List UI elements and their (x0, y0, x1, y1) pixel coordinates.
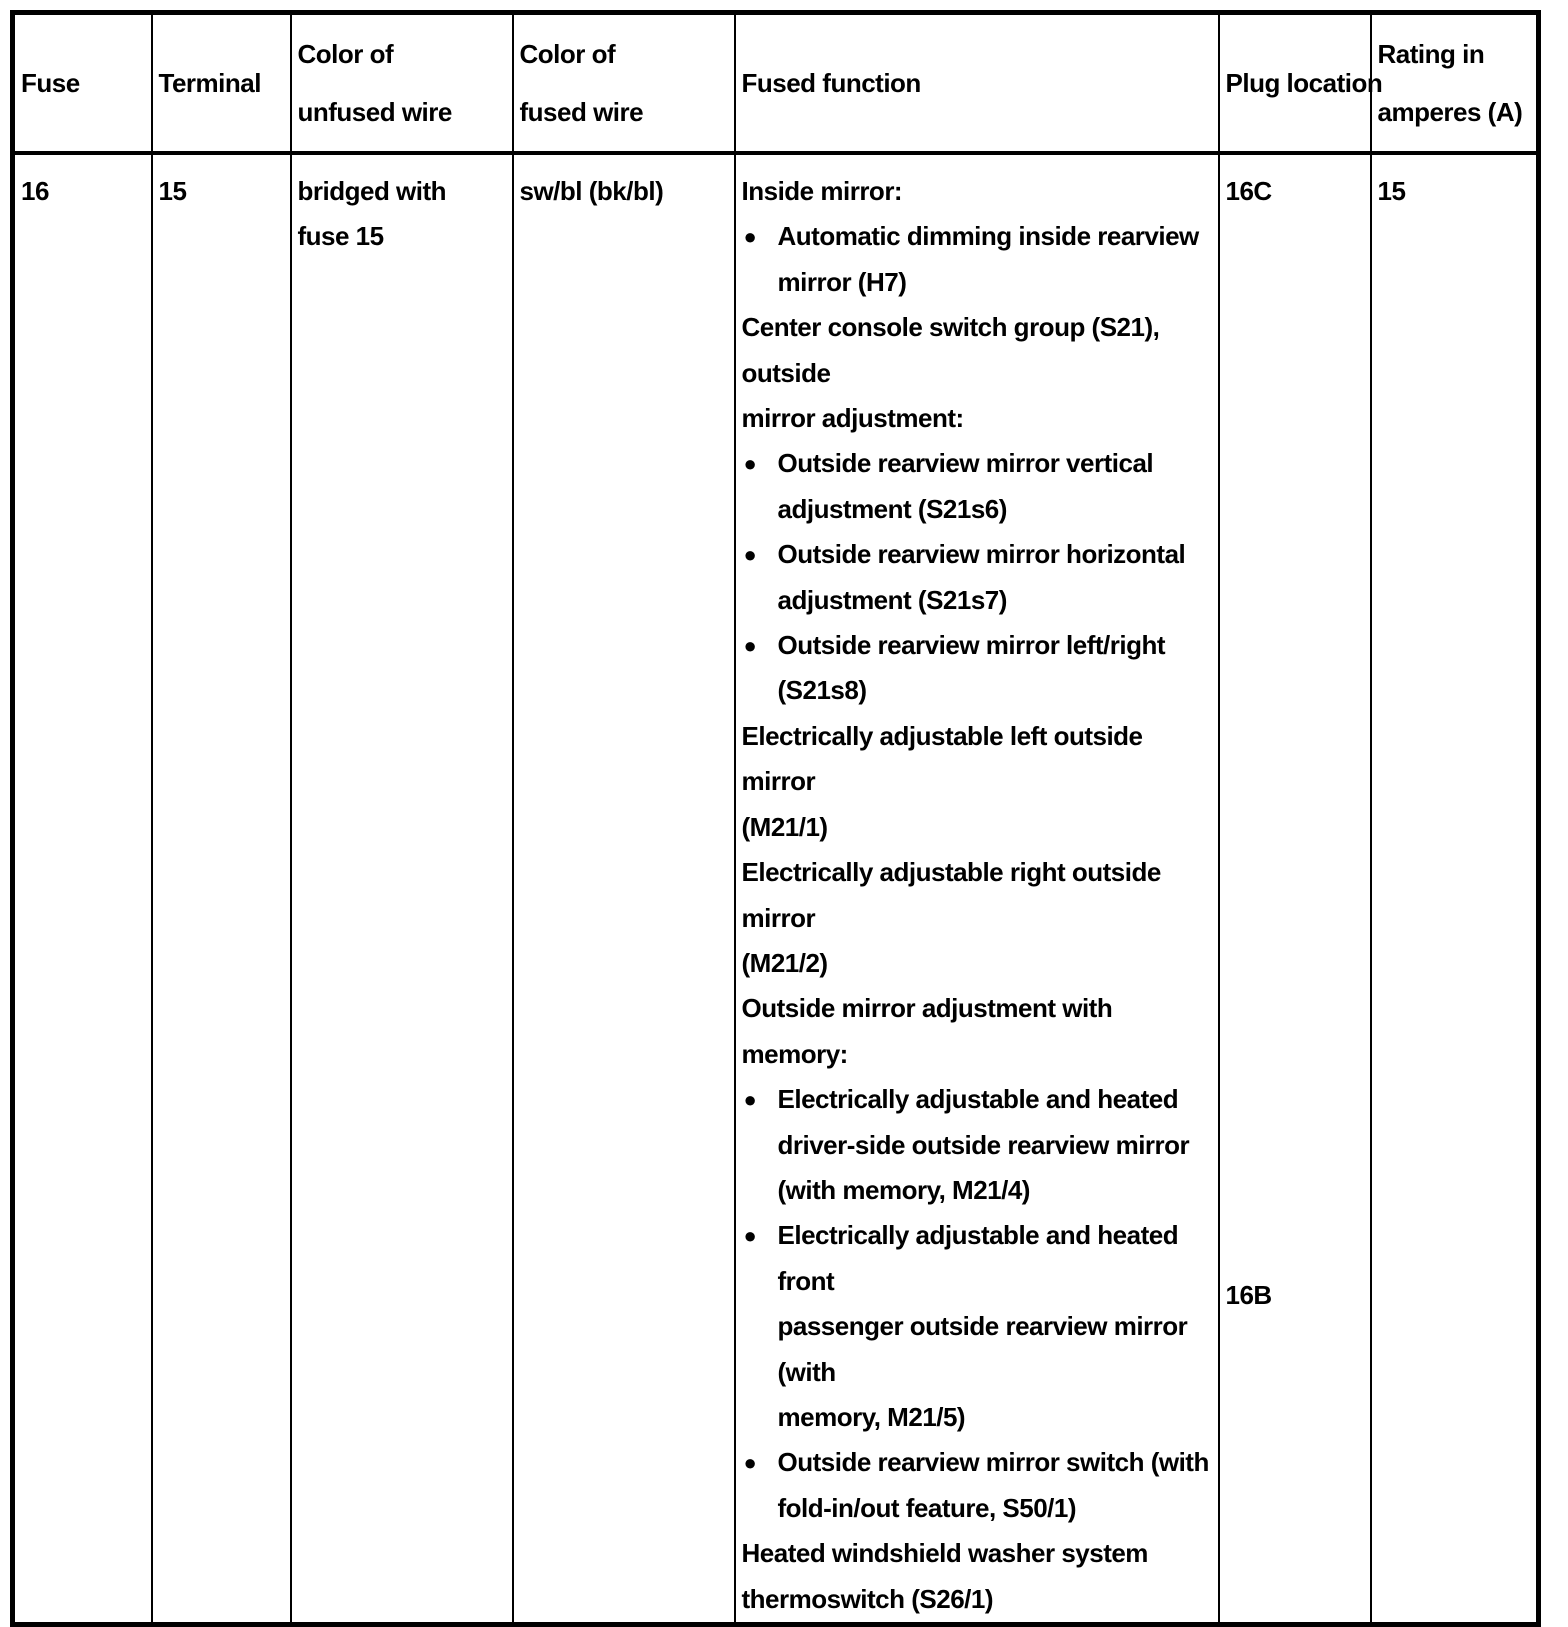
header-unfused-wire-line1: Color of (297, 39, 394, 69)
function-bullet-text (778, 1213, 1212, 1440)
bullet-icon: ● (743, 451, 757, 477)
function-line: Center console switch group (S21), outside (741, 312, 1160, 388)
function-bullet-text (778, 532, 1212, 623)
function-line: Inside mirror: (741, 176, 903, 206)
fuse-table (10, 10, 1541, 1627)
function-heading (742, 169, 1212, 214)
bullet-icon: ● (743, 1450, 757, 1476)
function-bullet-item (742, 1213, 1212, 1440)
function-bullet-text (778, 214, 1212, 305)
function-line: Electrically adjustable right outside mirror (741, 857, 1161, 933)
function-line: thermoswitch (S26/1) (741, 1583, 994, 1614)
function-line: passenger outside rearview mirror (with (777, 1311, 1188, 1387)
bullet-icon: ● (743, 1087, 757, 1113)
header-terminal: Terminal (152, 13, 291, 154)
function-line: Electrically adjustable left outside mirror (741, 720, 1143, 797)
function-line: Outside rearview mirror left/right (777, 630, 1166, 661)
function-bullet-item (742, 532, 1212, 623)
function-line: adjustment (S21s7) (777, 584, 1007, 615)
cell-fused-wire: sw/bl (bk/bl) (513, 153, 735, 1625)
function-line: mirror adjustment: (741, 403, 964, 434)
header-plug-location: Plug location (1219, 13, 1371, 154)
function-line: Electrically adjustable and heated front (777, 1220, 1179, 1296)
table-row (13, 153, 1539, 1625)
function-line: memory, M21/5) (777, 1401, 966, 1432)
header-unfused-wire-line2: unfused wire (297, 97, 452, 127)
cell-terminal: 15 (152, 153, 291, 1625)
cell-plug-location (1219, 153, 1371, 1625)
cell-unfused-wire (291, 153, 513, 1625)
header-fused-wire-line1: Color of (519, 39, 616, 69)
bullet-icon: ● (743, 224, 757, 250)
header-unfused-wire (291, 13, 513, 154)
function-line: Outside rearview mirror switch (with (777, 1447, 1209, 1478)
function-heading (742, 1531, 1212, 1622)
header-fused-wire-line2: fused wire (519, 97, 644, 127)
function-bullet-item (742, 623, 1212, 714)
header-rating-line2: amperes (A) (1377, 97, 1523, 127)
cell-fused-function (735, 153, 1219, 1625)
function-bullet-text (778, 441, 1212, 532)
function-heading (742, 305, 1212, 441)
function-bullet-item (742, 1440, 1212, 1531)
function-line: adjustment (S21s6) (777, 493, 1007, 524)
header-fused-wire (513, 13, 735, 154)
function-line: Outside rearview mirror horizontal (777, 539, 1186, 570)
function-line: Heated windshield washer system (741, 1538, 1148, 1569)
function-line: Outside rearview mirror vertical (777, 448, 1154, 479)
function-line: (M21/1) (741, 811, 828, 842)
function-line: (S21s8) (777, 675, 867, 706)
cell-fuse: 16 (13, 153, 152, 1625)
function-line: (M21/2) (741, 947, 828, 978)
cell-rating: 15 (1371, 153, 1539, 1625)
function-line: (with memory, M21/4) (777, 1174, 1030, 1205)
cell-unfused-wire-line1: bridged with (297, 176, 447, 206)
bullet-icon: ● (743, 542, 757, 568)
function-line: mirror (H7) (777, 266, 907, 297)
bullet-icon: ● (743, 1223, 757, 1249)
function-line: Outside mirror adjustment with memory: (741, 993, 1113, 1069)
function-line: driver-side outside rearview mirror (777, 1129, 1190, 1160)
function-heading (742, 714, 1212, 850)
plug-location-16b: 16B (1225, 1280, 1272, 1310)
function-line: Automatic dimming inside rearview (777, 221, 1199, 252)
function-bullet-text (778, 623, 1212, 714)
header-fuse: Fuse (13, 13, 152, 154)
function-bullet-item (742, 441, 1212, 532)
function-bullet-item (742, 1077, 1212, 1213)
header-rating (1371, 13, 1539, 154)
plug-location-16c: 16C (1225, 176, 1272, 206)
header-rating-line1: Rating in (1377, 39, 1485, 69)
function-bullet-text (778, 1440, 1212, 1531)
bullet-icon: ● (743, 633, 757, 659)
function-line: Electrically adjustable and heated (777, 1084, 1179, 1115)
header-fused-function: Fused function (735, 13, 1219, 154)
cell-unfused-wire-line2: fuse 15 (297, 221, 384, 252)
function-line: fold-in/out feature, S50/1) (777, 1492, 1077, 1523)
function-bullet-item (742, 214, 1212, 305)
function-heading (742, 986, 1212, 1077)
header-row (13, 13, 1539, 154)
function-bullet-text (778, 1077, 1212, 1213)
function-heading (742, 850, 1212, 986)
